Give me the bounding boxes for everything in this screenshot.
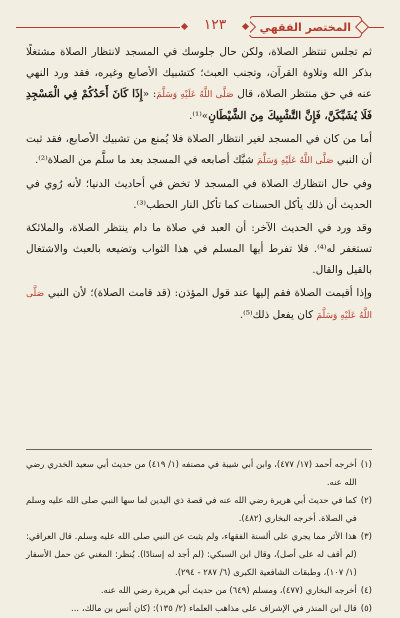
footnote [26,600,372,618]
footnote-text: قال ابن المنذر في الإشراف على مذاهب العلماء (٢/ ١٣٥): (كان أنس بن مالك، ... [71,604,357,614]
paragraph-text: ثم تجلس تنتظر الصلاة، ولكن حال جلوسك في المسجد لانتظار الصلاة مشتغلًا بذكر الله وتلاوة القرآن، وتجنب العبث؛ كتشبيك الأصابع وغيره، فقد ورد النهي عنه في حق منتظر الصلاة، قال [26,46,373,100]
footnote [26,528,372,582]
page-number: ١٢٣ [180,15,250,35]
honorific-text: صَلَّى اللَّهُ عَلَيْهِ وَسَلَّمَ [26,289,372,321]
book-title-cartouche [249,16,362,38]
footnote-number: (٢) [360,496,372,506]
footnote-text: أخرجه أحمد (١٧/ ٤٧٧)، وابن أبي شيبة في مصنفه (١/ ٤١٩) من حديث أبي سعيد الخدري رضي الله عنه. [26,460,357,488]
honorific-text: صَلَّى اللَّهُ عَلَيْهِ وَسَلَّمَ [156,90,234,100]
footnote [26,456,372,492]
paragraph-text: وإذا أقيمت الصلاة فقم إليها عند قول المؤذن: (قد قامت الصلاة)؛ لأن النبي [44,287,372,299]
paragraph [26,174,372,216]
footnote [26,492,372,528]
paragraph [26,283,372,327]
paragraph-text: كان يفعل ذلك⁽⁵⁾. [239,309,317,321]
footnote-text: أخرجه البخاري (٤٧٧)، ومسلم (٦٤٩) من حديث أبي هريرة رضي الله عنه. [100,586,357,596]
paragraph-text: »⁽¹⁾. [189,110,209,122]
paragraph [26,218,372,281]
footnote-text: كما في حديث أبي هريرة رضي الله عنه في قصة ذي اليدين لما سها النبي صلى الله عليه وسلم في الصلاة. أخرجه البخاري (٤٨٢). [26,496,357,524]
footnote-number: (١) [360,460,372,470]
paragraph [26,42,372,127]
footnotes [26,456,372,618]
footnote [26,582,372,600]
book-title: المختصر الفقهي [259,20,351,34]
main-text [26,42,372,327]
paragraph-text: : « [142,88,157,100]
paragraph-text: وقد ورد في الحديث الآخر: أن العبد في صلاة ما دام ينتظر الصلاة، والملائكة تستغفر له⁽⁴⁾. فلا تفرط أيها المسلم في هذا الثواب وتضيعه بالعبث والاشتغال بالقيل والقال. [26,222,373,276]
footnote-text: هذا الأثر مما يجري على ألسنة الفقهاء، ولم يثبت عن النبي صلى الله عليه وسلم. قال العراقي: (لم أقف له على أصل)، وقال ابن السبكي: (لم أجد له إسنادًا). يُنظر: المغني عن حمل الأسفار (١/ ١٠٧)، وطبقات الشافعية الكبرى (٦/ ٢٨٧ - ٢٩٤). [26,532,357,578]
hadith-quote: إِذَا كَانَ أَحَدُكُمْ فِي الْمَسْجِدِ فَلَا يُشَبِّكَنَّ، فَإِنَّ التَّشْبِيكَ مِنَ الشَّيْطَانِ [26,88,372,122]
paragraph-text: أما من كان في المسجد لغير انتظار الصلاة فلا يُمنع من تشبيك الأصابع، فقد ثبت أن النبي [26,133,372,166]
footnote-number: (٤) [360,586,372,596]
footnote-separator [26,449,372,450]
paragraph-text: شبَّك أصابعه في المسجد بعد ما سلَّم من الصلاة⁽²⁾. [34,154,257,166]
footnote-number: (٣) [360,532,372,542]
paragraph-text: وفي حال انتظارك الصلاة في المسجد لا تخض في أحاديث الدنيا؛ لأنه رُوي في الحديث أن ذلك يأكل الحسنات كما تأكل النار الحطب⁽³⁾. [26,178,372,211]
footnote-number: (٥) [360,604,372,614]
paragraph [26,129,372,172]
honorific-text: صَلَّى اللَّهُ عَلَيْهِ وَسَلَّمَ [256,156,334,166]
page-header [16,14,384,36]
